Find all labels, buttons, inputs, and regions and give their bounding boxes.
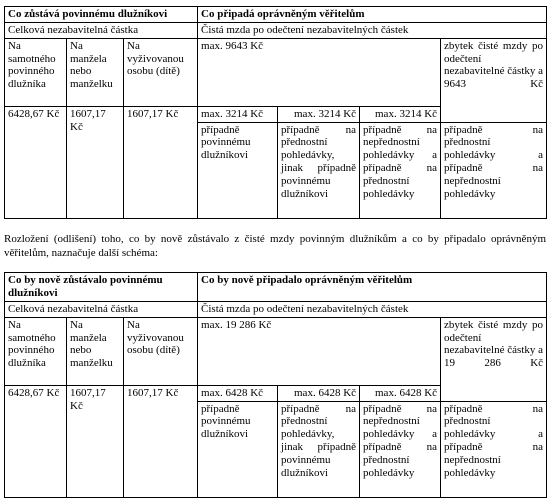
col-debtor-self: Na samotného povinného dlužníka [5, 38, 67, 106]
explanatory-paragraph: Rozložení (odlišení) toho, co by nově zůstávalo z čisté mzdy povinným dlužníkům a co by připadalo oprávněným věřitelům, naznačuje další schéma: [4, 232, 546, 259]
note-priority: případně na přednostní pohledávky, jinak případně povinnému dlužníkovi [278, 401, 360, 497]
max-part-3: max. 3214 Kč [360, 106, 441, 122]
table-new-split [4, 272, 547, 497]
value-spouse: 1607,17 Kč [67, 385, 124, 497]
col-dependent: Na vyživovanou osobu (dítě) [124, 38, 198, 106]
col-dependent: Na vyživovanou osobu (dítě) [124, 317, 198, 385]
max-total: max. 9643 Kč [198, 38, 441, 106]
col-spouse: Na manžela nebo manželku [67, 38, 124, 106]
remainder-cell: zbytek čisté mzdy po odečtení nezabavitelné částky a 9643 Kč [441, 38, 547, 122]
value-dependent: 1607,17 Kč [124, 385, 198, 497]
note-last: případně na přednostní pohledávky a případně na nepřednostní pohledávky [441, 122, 547, 218]
subheader-net-wage: Čistá mzda po odečtení nezabavitelných částek [198, 22, 547, 38]
max-part-1: max. 3214 Kč [198, 106, 278, 122]
header-debtor: Co by nově zůstávalo povinnému dlužníkovi [5, 273, 198, 302]
value-dependent: 1607,17 Kč [124, 106, 198, 218]
note-priority: případně na přednostní pohledávky, jinak případně povinnému dlužníkovi [278, 122, 360, 218]
note-nonpriority: případně na nepřednostní pohledávky a případně na přednostní pohledávky [360, 122, 441, 218]
header-creditors: Co připadá oprávněným věřitelům [198, 7, 547, 23]
document-page [4, 6, 546, 498]
subheader-unseizable: Celková nezabavitelná částka [5, 301, 198, 317]
max-part-1: max. 6428 Kč [198, 385, 278, 401]
header-creditors: Co by nově připadalo oprávněným věřitelům [198, 273, 547, 302]
value-spouse: 1607,17 Kč [67, 106, 124, 218]
remainder-cell: zbytek čisté mzdy po odečtení nezabavitelné částky a 19 286 Kč [441, 317, 547, 401]
value-debtor-self: 6428,67 Kč [5, 385, 67, 497]
note-nonpriority: případně na nepřednostní pohledávky a případně na přednostní pohledávky [360, 401, 441, 497]
max-part-3: max. 6428 Kč [360, 385, 441, 401]
col-spouse: Na manžela nebo manželku [67, 317, 124, 385]
note-debtor: případně povinnému dlužníkovi [198, 401, 278, 497]
note-last: případně na přednostní pohledávky a případně na nepřednostní pohledávky [441, 401, 547, 497]
subheader-unseizable: Celková nezabavitelná částka [5, 22, 198, 38]
col-debtor-self: Na samotného povinného dlužníka [5, 317, 67, 385]
subheader-net-wage: Čistá mzda po odečtení nezabavitelných částek [198, 301, 547, 317]
value-debtor-self: 6428,67 Kč [5, 106, 67, 218]
table-current-split [4, 6, 547, 219]
note-debtor: případně povinnému dlužníkovi [198, 122, 278, 218]
max-part-2: max. 6428 Kč [278, 385, 360, 401]
max-part-2: max. 3214 Kč [278, 106, 360, 122]
header-debtor: Co zůstává povinnému dlužníkovi [5, 7, 198, 23]
max-total: max. 19 286 Kč [198, 317, 441, 385]
